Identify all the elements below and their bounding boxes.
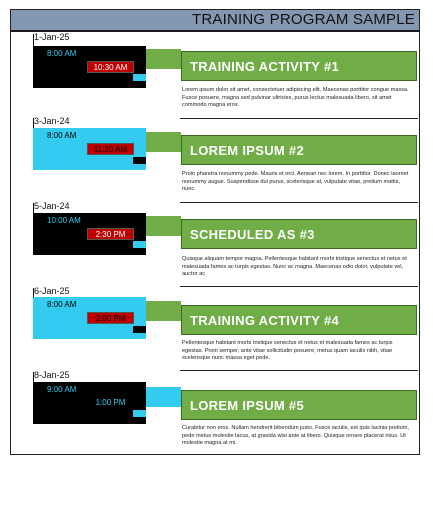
activity-title: TRAINING ACTIVITY #1 [190,59,340,74]
activity-connector [146,49,181,69]
activity-header [181,219,417,249]
time-box-corner [133,74,146,81]
start-time: 8:00 AM [47,131,77,140]
title-bar [11,10,419,30]
activity-connector [146,216,181,236]
activity-header [181,305,417,335]
end-time: 10:30 AM [87,61,134,73]
activity-title: LOREM IPSUM #2 [190,143,304,158]
activity-description: Proin pharetra nonummy pede. Mauris et orci. Aenean nec lorem. In porttitor. Donec laoreet nonummy augue. Suspendisse dui purus, scelerisque at, vulputate vitae, pretium mattis, nunc. [182,171,409,193]
entry-date: 5-Jan-24 [34,201,70,211]
time-box-corner [133,241,146,248]
entry-date: 1-Jan-25 [34,32,70,42]
start-time: 8:00 AM [47,300,77,309]
entry-date: 3-Jan-24 [34,116,70,126]
entry-divider [180,286,418,287]
end-time: 1:00 PM [95,398,126,407]
activity-description: Curabitur non eros. Nullam hendrerit bibendum justo. Fusce iaculis, est quis lacinia pretium, pede metus molestie lacus, at gravida wisi ante at libero. Quisque ornare placerat risus. Ut molestie magna at mi. [182,425,409,447]
activity-header [181,51,417,81]
activity-header [181,135,417,165]
activity-description: Lorem ipsum dolor sit amet, consectetuer adipiscing elit. Maecenas porttitor congue massa. Fusce posuere, magna sed pulvinar ultricies, purus lectus malesuada libero, sit amet commodo magna eros. [182,87,409,109]
activity-connector [146,132,181,152]
end-time: 11:30 AM [87,143,134,155]
entry-divider [180,202,418,203]
entry-date: 6-Jan-25 [34,286,70,296]
activity-title: SCHEDULED AS #3 [190,227,315,242]
entry-divider [180,370,418,371]
time-box-corner [133,326,146,333]
time-box-corner [133,157,146,164]
activity-description: Pellentesque habitant morbi tristique senectus et netus et malesuada fames ac turpis egestas. Proin semper, ante vitae sollicitudin posuere, metus quam iaculis nibh, vitae scelerisque nunc massa eget pede. [182,340,393,362]
activity-description: Quisque aliquam tempor magna. Pellentesque habitant morbi tristique senectus et netus et malesuada fames ac turpis egestas. Nunc ac magna. Maecenas odio dolor, vulputate vel, auctor ac [182,256,407,278]
page-title: TRAINING PROGRAM SAMPLE [192,11,415,28]
entry-divider [180,118,418,119]
end-time: 2:00 PM [87,312,134,324]
end-time: 2:30 PM [87,228,134,240]
time-box [33,128,146,170]
time-box [33,297,146,339]
time-box-corner [133,410,146,417]
time-box [33,213,146,255]
start-time: 9:00 AM [47,385,77,394]
start-time: 10:00 AM [47,216,81,225]
time-box [33,382,146,424]
start-time: 8:00 AM [47,49,77,58]
time-box [33,46,146,88]
activity-connector [146,387,181,407]
activity-title: TRAINING ACTIVITY #4 [190,313,340,328]
title-divider [11,30,419,32]
activity-header [181,390,417,420]
activity-connector [146,301,181,321]
entry-date: 8-Jan-25 [34,370,70,380]
activity-title: LOREM IPSUM #5 [190,398,304,413]
